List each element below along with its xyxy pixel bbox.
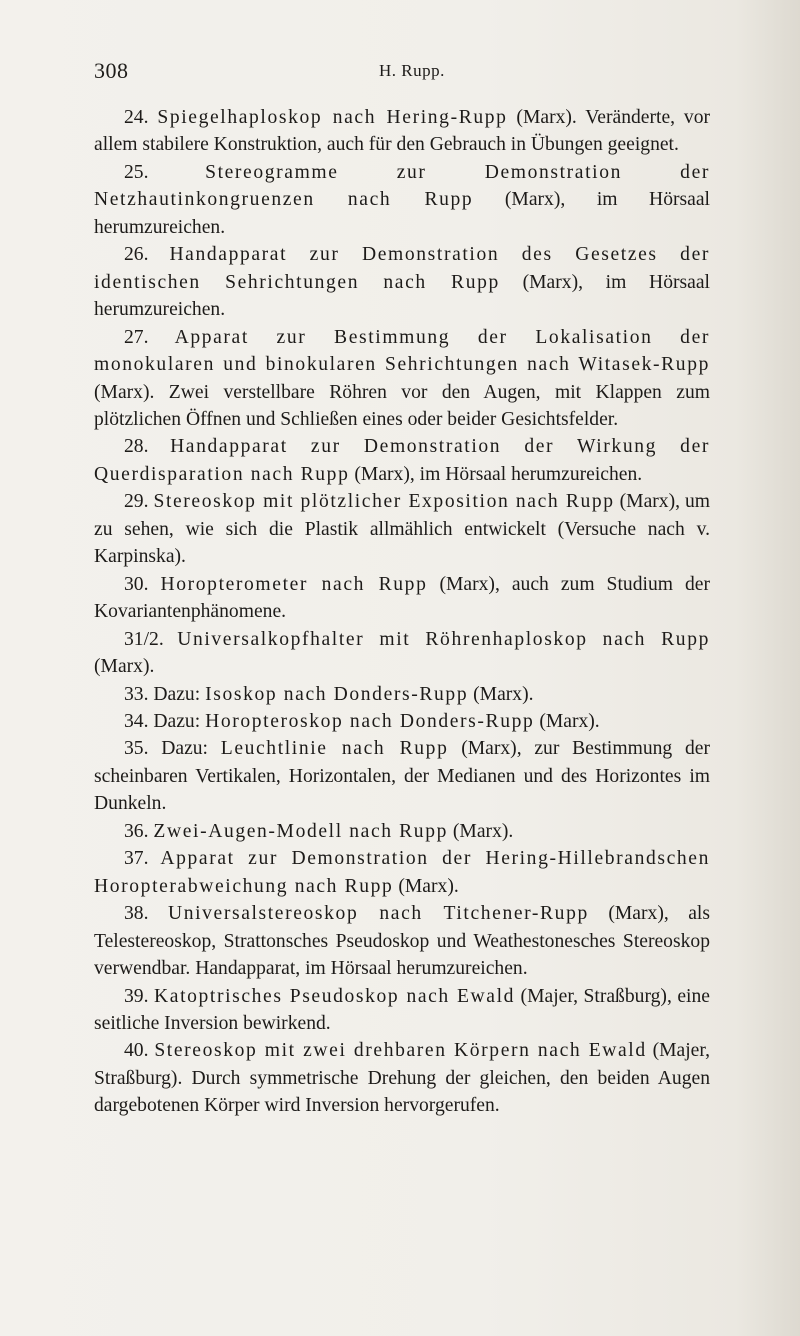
entry-number: 35. Dazu: (124, 738, 209, 760)
catalog-entry (94, 1037, 710, 1119)
entry-description: (Marx). (94, 656, 155, 678)
catalog-entry (94, 845, 710, 900)
entry-number: 31/2. (124, 628, 164, 650)
entry-number: 34. Dazu: (124, 710, 201, 732)
catalog-entry (94, 900, 710, 982)
entry-description: (Majer, Straßburg). Durch symmetrische Drehung der gleichen, den beiden Augen dargebotenen Körper wird Inversion hervorgerufen. (94, 1040, 710, 1117)
entry-title: Leuchtlinie nach Rupp (220, 738, 449, 760)
catalog-entry (94, 488, 710, 570)
entry-description: (Marx), auch zum Studium der Kovariantenphänomene. (94, 573, 710, 623)
entry-description: (Marx). Veränderte, vor allem stabilere Konstruktion, auch für den Gebrauch in Übungen geeignet. (94, 107, 711, 156)
entry-number: 24. (124, 107, 149, 128)
entry-title: Zwei-Augen-Modell nach Rupp (153, 820, 448, 842)
catalog-entry (94, 735, 710, 817)
entry-number: 38. (124, 903, 149, 925)
entry-description: (Marx). (452, 820, 514, 842)
catalog-entry (94, 681, 710, 708)
entry-title: Universalkopfhalter mit Röhrenhaploskop nach Rupp (177, 628, 710, 650)
entry-description: (Marx), im Hörsaal herumzureichen. (94, 271, 710, 321)
entry-title: Horopteroskop nach Donders-Rupp (205, 710, 535, 732)
catalog-entry (94, 818, 710, 845)
entry-number: 36. (124, 820, 149, 842)
entry-number: 39. (124, 985, 149, 1007)
page-number: 308 (94, 58, 129, 83)
entry-title: Katoptrisches Pseudoskop nach Ewald (154, 985, 516, 1007)
catalog-entry (94, 708, 710, 735)
catalog-entries (94, 104, 710, 1120)
entry-description: (Marx), im Hörsaal herumzureichen. (94, 189, 710, 238)
entry-description: (Marx), zur Bestimmung der scheinbaren Vertikalen, Horizontalen, der Medianen und des Horizontes im Dunkeln. (94, 738, 710, 815)
catalog-entry (94, 571, 710, 626)
entry-title: Spiegelhaploskop nach Hering-Rupp (157, 107, 508, 128)
entry-title: Isoskop nach Donders-Rupp (205, 683, 469, 705)
entry-description: (Marx), um zu sehen, wie sich die Plastik allmählich entwickelt (Versuche nach v. Karpinska). (94, 491, 711, 568)
catalog-entry (94, 324, 710, 434)
entry-title: Handapparat zur Demonstration der Wirkung der Querdisparation nach Rupp (94, 436, 710, 485)
entry-title: Stereoskop mit plötzlicher Exposition nach Rupp (153, 491, 615, 513)
catalog-entry (94, 983, 710, 1038)
catalog-entry (94, 159, 710, 241)
entry-title: Apparat zur Bestimmung der Lokalisation der monokularen und binokularen Sehrichtungen nach Witasek-Rupp (94, 326, 710, 376)
catalog-entry (94, 104, 710, 159)
catalog-entry (94, 241, 710, 323)
entry-number: 30. (124, 573, 149, 595)
entry-title: Handapparat zur Demonstration des Gesetzes der identischen Sehrichtungen nach Rupp (94, 244, 710, 293)
entry-number: 25. (124, 161, 149, 183)
entry-description: (Marx). (539, 710, 600, 732)
entry-title: Apparat zur Demonstration der Hering-Hillebrandschen Horopterabweichung nach Rupp (94, 848, 710, 897)
entry-number: 37. (124, 848, 149, 870)
entry-number: 33. Dazu: (124, 683, 201, 705)
catalog-entry (94, 626, 710, 681)
entry-title: Universalstereoskop nach Titchener-Rupp (167, 903, 589, 925)
entry-number: 40. (124, 1040, 149, 1062)
entry-number: 29. (124, 491, 149, 513)
entry-description: (Marx), im Hörsaal herumzureichen. (354, 463, 643, 485)
entry-number: 26. (124, 244, 149, 266)
entry-description: (Marx). (473, 683, 534, 705)
entry-number: 27. (124, 326, 149, 348)
entry-description: (Marx), als Telestereoskop, Strattonsches Pseudoskop und Weathestonesches Stereoskop verwendbar. Handapparat, im Hörsaal herumzureichen. (94, 903, 710, 980)
catalog-entry (94, 433, 710, 488)
entry-description: (Marx). (398, 875, 459, 897)
entry-number: 28. (124, 436, 149, 458)
page-header (94, 58, 714, 88)
running-head: H. Rupp. (379, 61, 445, 80)
entry-title: Stereoskop mit zwei drehbaren Körpern nach Ewald (154, 1040, 647, 1062)
entry-title: Stereogramme zur Demonstration der Netzhautinkongruenzen nach Rupp (94, 161, 710, 211)
entry-description: (Marx). Zwei verstellbare Röhren vor den Augen, mit Klappen zum plötzlichen Öffnen und Schließen eines oder beider Gesichtsfelder. (94, 381, 710, 430)
entry-title: Horopterometer nach Rupp (160, 573, 428, 595)
entry-description: (Majer, Straßburg), eine seitliche Inversion bewirkend. (94, 985, 710, 1034)
